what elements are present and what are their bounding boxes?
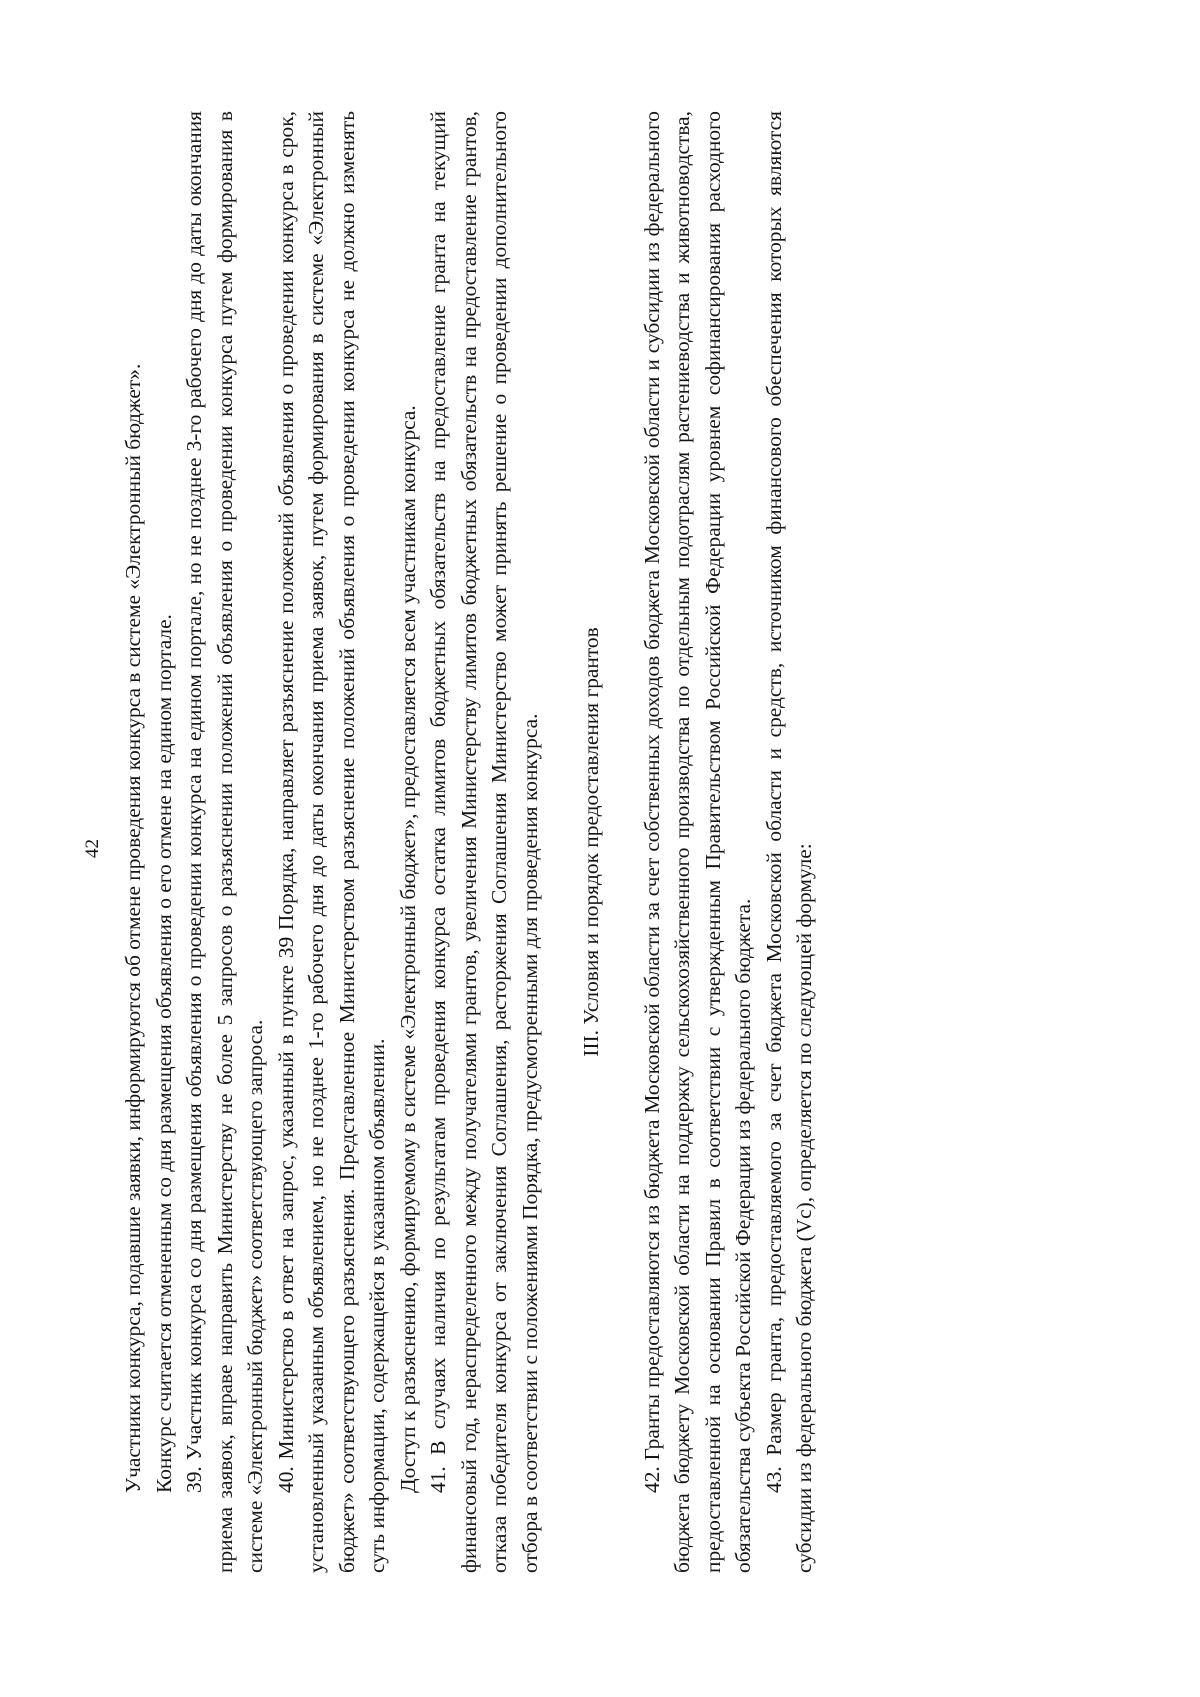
paragraph-39: 39. Участник конкурса со дня размещения объявления о проведении конкурса на едином портале, но не позднее 3-го рабочего дня до даты окончания приема заявок, вправе направить Министерству не более 5 запросов о разъяснении положений объявления о проведении конкурса путем формирования в системе «Электронный бюджет» соответствующего запроса. xyxy=(182,111,267,1573)
document-body xyxy=(118,111,820,1573)
section-heading: III. Условия и порядок предоставления грантов xyxy=(578,627,603,1057)
paragraph-access-clarification: Доступ к разъяснению, формируемому в системе «Электронный бюджет», предоставляется всем участникам конкурса. xyxy=(395,405,420,1493)
page-number: 42 xyxy=(82,839,103,858)
paragraph-41: 41. В случаях наличия по результатам проведения конкурса остатка лимитов бюджетных обязательств на предоставление гранта на текущий финансовый год, нераспределенного между получателями грантов, увеличения Министерству лимитов бюджетных обязательств на предоставление грантов, отказа победителя конкурса от заключения Соглашения, расторжения Соглашения Министерство может принять решение о проведении дополнительного отбора в соответствии с положениями Порядка, предусмотренными для проведения конкурса. xyxy=(426,111,542,1573)
paragraph-42: 42. Гранты предоставляются из бюджета Московской области за счет собственных доходов бюджета Московской области и субсидии из федерального бюджета бюджету Московской области на поддержку сельскохозяйственного производства по отдельным подотраслям растениеводства и животноводства, предоставленной на основании Правил в соответствии с утвержденным Правительством Российской Федерации уровнем софинансирования расходного обязательства субъекта Российской Федерации из федерального бюджета. xyxy=(639,111,755,1573)
paragraph-40: 40. Министерство в ответ на запрос, указанный в пункте 39 Порядка, направляет разъяснение положений объявления о проведении конкурса в срок, установленный указанным объявлением, но не позднее 1-го рабочего дня до даты окончания приема заявок, путем формирования в системе «Электронный бюджет» соответствующего разъяснения. Представленное Министерством разъяснение положений объявления о проведении конкурса не должно изменять суть информации, содержащейся в указанном объявлении. xyxy=(273,111,389,1573)
paragraph-participants-informed: Участники конкурса, подавшие заявки, информируются об отмене проведения конкурса в системе «Электронный бюджет». xyxy=(121,363,145,1493)
paragraph-contest-cancelled: Конкурс считается отмененным со дня размещения объявления о его отмене на едином портале. xyxy=(151,614,176,1493)
paragraph-43: 43. Размер гранта, предоставляемого за счет бюджета Московской области и средств, источником финансового обеспечения которых являются субсидии из федерального бюджета (Vc), определяется по следующей формуле: xyxy=(761,111,816,1573)
